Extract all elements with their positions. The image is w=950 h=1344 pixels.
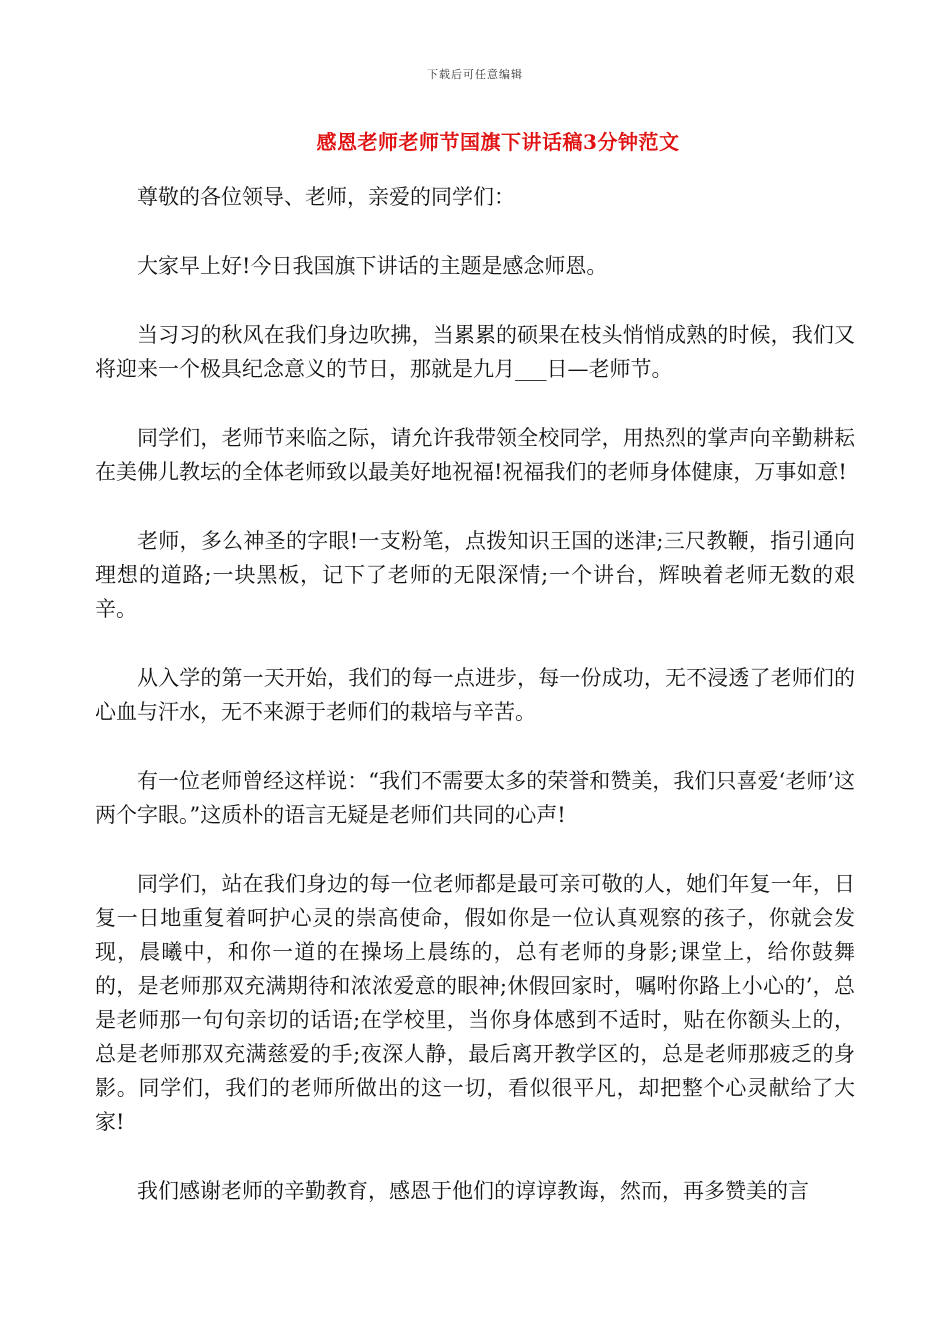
document-title: 感恩老师老师节国旗下讲话稿3分钟范文 [316, 130, 680, 154]
paragraph: 同学们，老师节来临之际，请允许我带领全校同学，用热烈的掌声向辛勤耕耘在美佛儿教坛的全体老师致以最美好地祝福!祝福我们的老师身体健康，万事如意! [95, 426, 855, 484]
paragraph: 从入学的第一天开始，我们的每一点进步，每一份成功，无不浸透了老师们的心血与汗水，无不来源于老师们的栽培与辛苦。 [95, 666, 855, 724]
paragraph: 同学们，站在我们身边的每一位老师都是最可亲可敬的人，她们年复一年，日复一日地重复着呵护心灵的崇高使命，假如你是一位认真观察的孩子，你就会发现，晨曦中，和你一道的在操场上晨练的，总有老师的身影;课堂上，给你鼓舞的，是老师那双充满期待和浓浓爱意的眼神;休假回家时，嘱咐你路上小心的’，总是老师那一句句亲切的话语;在学校里，当你身体感到不适时，贴在你额头上的，总是老师那双充满慈爱的手;夜深人静，最后离开教学区的，总是老师那疲乏的身影。同学们，我们的老师所做出的这一切，看似很平凡，却把整个心灵献给了大家! [95, 872, 855, 1134]
document-body [95, 180, 855, 1243]
paragraph: 我们感谢老师的辛勤教育，感恩于他们的谆谆教诲，然而，再多赞美的言 [137, 1179, 809, 1203]
paragraph-salutation: 尊敬的各位领导、老师，亲爱的同学们： [137, 185, 515, 209]
paragraph: 老师，多么神圣的字眼!一支粉笔，点拨知识王国的迷津;三尺教鞭，指引通向理想的道路;一块黑板，记下了老师的无限深情;一个讲台，辉映着老师无数的艰辛。 [95, 529, 855, 621]
header-note: 下载后可任意编辑 [427, 68, 523, 81]
paragraph: 有一位老师曾经这样说：“我们不需要太多的荣誉和赞美，我们只喜爱‘老师’这两个字眼。”这质朴的语言无疑是老师们共同的心声! [95, 769, 855, 827]
paragraph: 大家早上好!今日我国旗下讲话的主题是感念师恩。 [137, 254, 608, 278]
paragraph: 当习习的秋风在我们身边吹拂，当累累的硕果在枝头悄悄成熟的时候，我们又将迎来一个极具纪念意义的节日，那就是九月___日—老师节。 [95, 323, 855, 381]
